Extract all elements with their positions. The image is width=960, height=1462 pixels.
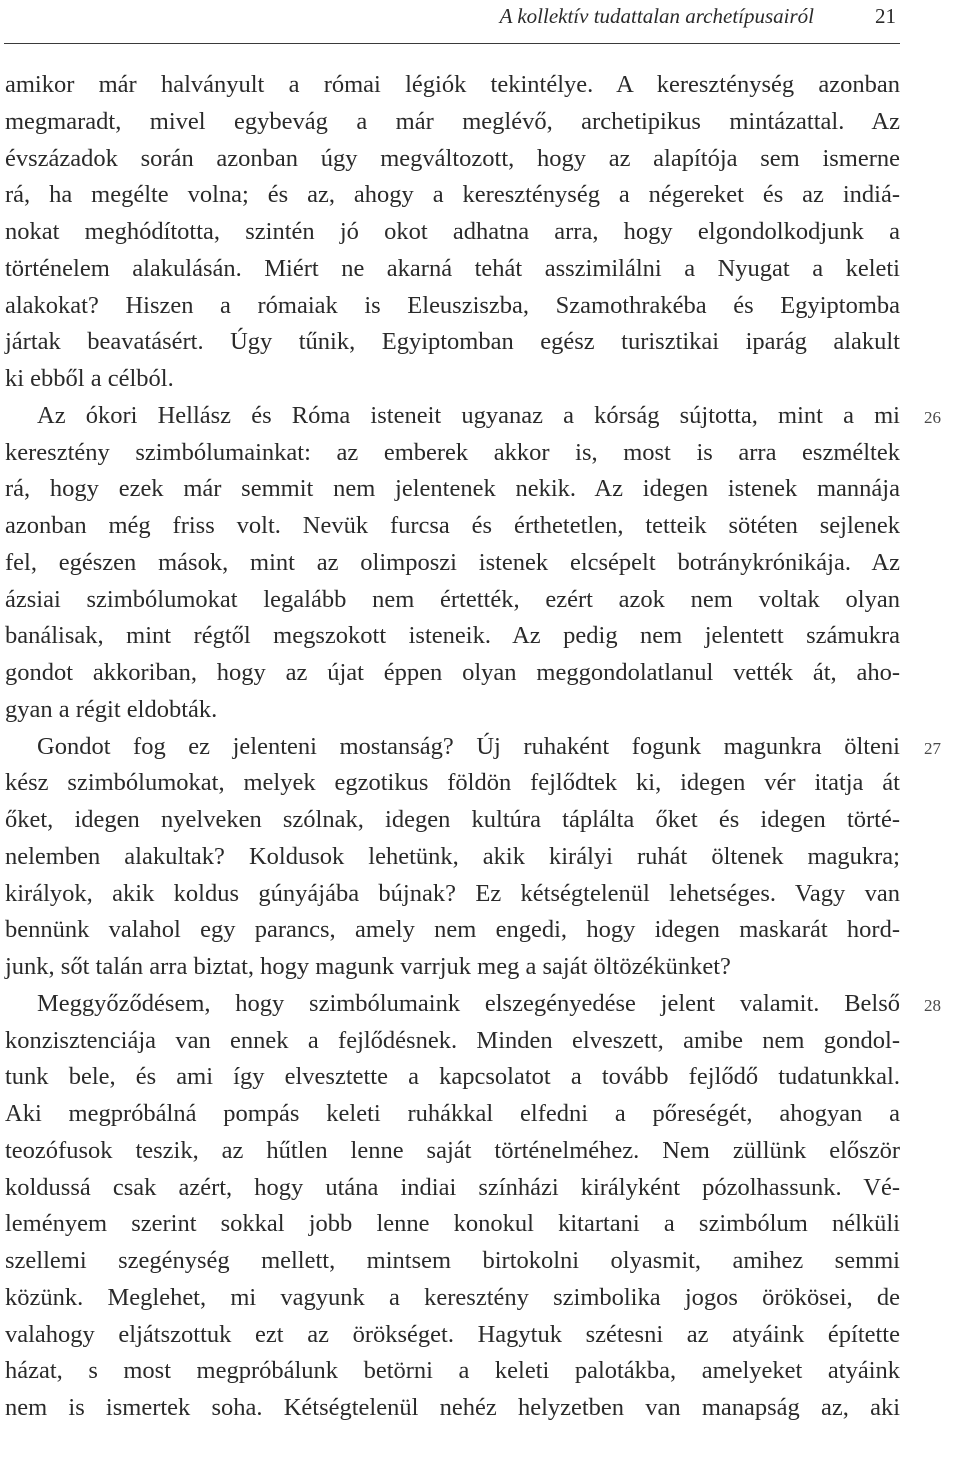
text-line: keresztény szimbólumainkat: az emberek akkor is, most is arra eszméltek xyxy=(5,438,900,466)
running-head xyxy=(0,0,900,30)
text-line: nelemben alakultak? Koldusok lehetünk, akik királyi ruhát öltenek magukra; xyxy=(5,842,900,870)
page-number: 21 xyxy=(875,4,896,28)
text-line: koldussá csak azért, hogy utána indiai színházi királyként pózolhassunk. Vé- xyxy=(5,1173,900,1201)
text-line: ki ebből a célból. xyxy=(5,365,174,392)
text-line: valahogy eljátszottuk ezt az örökséget. Hagytuk szétesni az atyáink építette xyxy=(5,1320,900,1348)
text-line: évszázadok során azonban úgy megváltozott, hogy az alapítója sem ismerne xyxy=(5,144,900,172)
text-line: junk, sőt talán arra biztat, hogy magunk varrjuk meg a saját öltözékünket? xyxy=(5,953,731,980)
text-line: bennünk valahol egy parancs, amely nem engedi, hogy idegen maskarát hord- xyxy=(5,916,900,944)
header-rule xyxy=(4,43,900,44)
text-line: Aki megpróbálná pompás keleti ruhákkal elfedni a pőreségét, ahogyan a xyxy=(5,1100,900,1127)
text-line: tunk bele, és ami így elvesztette a kapcsolatot a tovább fejlődő tudatunkkal. xyxy=(5,1063,900,1091)
text-line: alakokat? Hiszen a rómaiak is Eleusziszba, Szamothrakéba és Egyiptomba xyxy=(5,291,900,319)
text-line: házat, s most megpróbálunk betörni a keleti palotákba, amelyeket atyáink xyxy=(5,1357,900,1385)
text-line: leményem szerint sokkal jobb lenne konokul kitartani a szimbólum nélküli xyxy=(5,1210,900,1238)
margin-paragraph-number: 28 xyxy=(924,995,941,1015)
text-line: gondot akkoriban, hogy az újat éppen olyan meggondolatlanul vették át, aho- xyxy=(5,659,900,686)
text-line: fel, egészen mások, mint az olimposzi istenek elcsépelt botránykrónikája. Az xyxy=(5,548,900,576)
body-text xyxy=(5,67,900,1427)
text-line: Meggyőződésem, hogy szimbólumaink elszegényedése jelent valamit. Belső xyxy=(37,989,900,1017)
text-line: konzisztenciája van ennek a fejlődésnek. Minden elveszett, amibe nem gondol- xyxy=(5,1026,900,1054)
text-line: Gondot fog ez jelenteni mostanság? Új ruhaként fogunk magunkra ölteni xyxy=(37,732,900,760)
text-line: teozófusok teszik, az hűtlen lenne saját történelméhez. Nem züllünk először xyxy=(5,1136,900,1164)
text-line: rá, ha megélte volna; és az, ahogy a kereszténység a négereket és az indiá- xyxy=(5,181,900,209)
text-line: kész szimbólumokat, melyek egzotikus földön fejlődtek ki, idegen vér itatja át xyxy=(5,769,900,797)
margin-paragraph-number: 26 xyxy=(924,407,941,427)
text-line: nokat meghódította, szintén jó okot adhatna arra, hogy elgondolkodjunk a xyxy=(5,218,900,245)
text-line: történelem alakulásán. Miért ne akarná tehát asszimilálni a Nyugat a keleti xyxy=(5,254,900,282)
text-line: nem is ismertek soha. Kétségtelenül nehéz helyzetben van manapság az, aki xyxy=(5,1394,900,1421)
text-line: banálisak, mint régtől megszokott isteneik. Az pedig nem jelentett számukra xyxy=(5,622,900,650)
text-line: azonban még friss volt. Nevük furcsa és érthetetlen, tetteik sötéten sejlenek xyxy=(5,512,900,539)
text-line: közünk. Meglehet, mi vagyunk a keresztény szimbolika jogos örökösei, de xyxy=(5,1283,900,1311)
margin-paragraph-number: 27 xyxy=(924,738,941,758)
text-line: megmaradt, mivel egybevág a már meglévő, archetipikus mintázattal. Az xyxy=(5,107,900,135)
text-line: amikor már halványult a római légiók tekintélye. A kereszténység azonban xyxy=(5,71,900,98)
running-head-title: A kollektív tudattalan archetípusairól xyxy=(499,4,814,28)
text-line: királyok, akik koldus gúnyájába bújnak? Ez kétségtelenül lehetséges. Vagy van xyxy=(5,879,900,907)
text-line: gyan a régit eldobták. xyxy=(5,695,218,723)
text-line: rá, hogy ezek már semmit nem jelentenek nekik. Az idegen istenek mannája xyxy=(5,475,900,503)
text-line: őket, idegen nyelveken szólnak, idegen kultúra táplálta őket és idegen törté- xyxy=(5,806,900,833)
text-line: Az ókori Hellász és Róma isteneit ugyanaz a kórság sújtotta, mint a mi xyxy=(37,401,900,429)
text-line: szellemi szegénység mellett, mintsem birtokolni olyasmit, amihez semmi xyxy=(5,1247,900,1274)
text-line: jártak beavatásért. Úgy tűnik, Egyiptomban egész turisztikai iparág alakult xyxy=(5,328,900,356)
text-line: ázsiai szimbólumokat legalább nem értették, ezért azok nem voltak olyan xyxy=(5,585,900,613)
